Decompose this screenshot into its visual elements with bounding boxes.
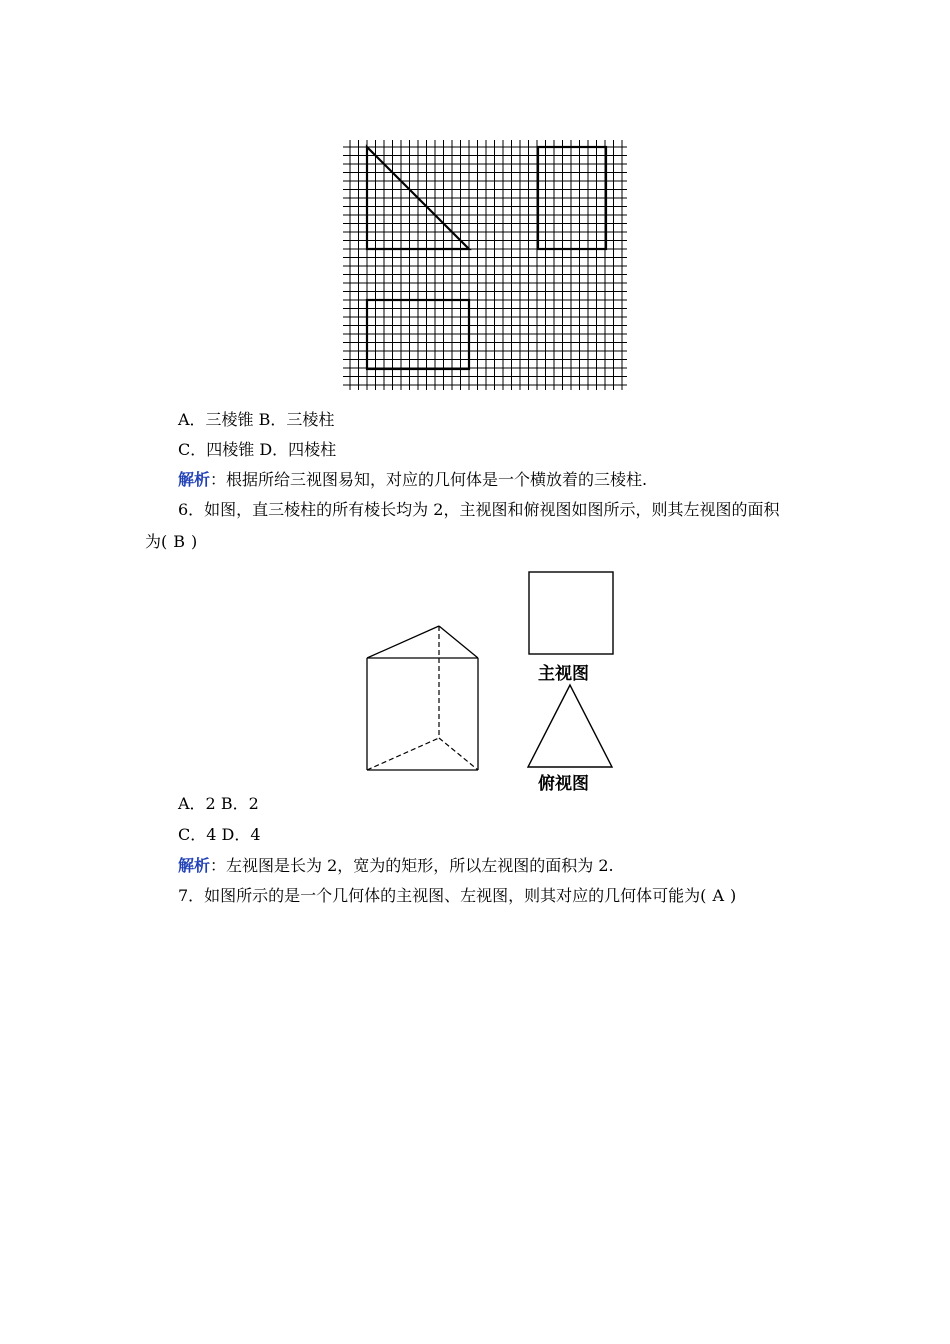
q6-stem-line2: [145, 531, 197, 553]
q6-stem-suffix: ): [191, 532, 198, 551]
q5-options-line1: A．三棱锥 B．三棱柱: [178, 410, 335, 429]
front-view-label: 主视图: [538, 664, 589, 684]
prism-top-right-edge: [439, 626, 478, 658]
prism-hidden-bottom-right-edge: [439, 738, 478, 770]
q6-analysis: [178, 855, 614, 877]
q5-analysis: [178, 469, 647, 491]
q6-stem-line1: 6．如图，直三棱柱的所有棱长均为 2，主视图和俯视图如图所示，则其左视图的面积: [178, 500, 780, 519]
front-view-square: [529, 572, 613, 654]
q5-options-line2: C．四棱锥 D．四棱柱: [178, 440, 337, 459]
q6-answer: B: [173, 532, 186, 551]
top-view-triangle: [528, 685, 612, 767]
q6-stem-prefix: 为(: [145, 532, 168, 551]
q7-answer: A: [712, 886, 724, 905]
analysis-label: 解析: [178, 470, 211, 489]
prism-top-left-edge: [367, 626, 439, 658]
q7-stem-prefix: 7．如图所示的是一个几何体的主视图、左视图，则其对应的几何体可能为(: [178, 886, 707, 905]
prism-hidden-bottom-left-edge: [367, 738, 439, 770]
analysis-label: 解析: [178, 856, 211, 875]
q6-top-view-figure: [524, 682, 616, 770]
q6-options-line2: C．4 D．4: [178, 825, 261, 844]
analysis-text: ：根据所给三视图易知，对应的几何体是一个横放着的三棱柱.: [210, 470, 648, 489]
q7-stem: [178, 885, 736, 907]
q7-stem-suffix: ): [730, 886, 737, 905]
q5-three-view-grid-figure: [343, 140, 629, 392]
q6-options-line1: A．2 B．2: [178, 794, 259, 813]
analysis-text: ：左视图是长为 2，宽为的矩形，所以左视图的面积为 2.: [210, 856, 614, 875]
top-view-label: 俯视图: [538, 774, 589, 794]
q6-prism-figure: [362, 622, 484, 776]
q6-front-view-figure: [526, 569, 616, 657]
grid-lines: [343, 140, 627, 390]
